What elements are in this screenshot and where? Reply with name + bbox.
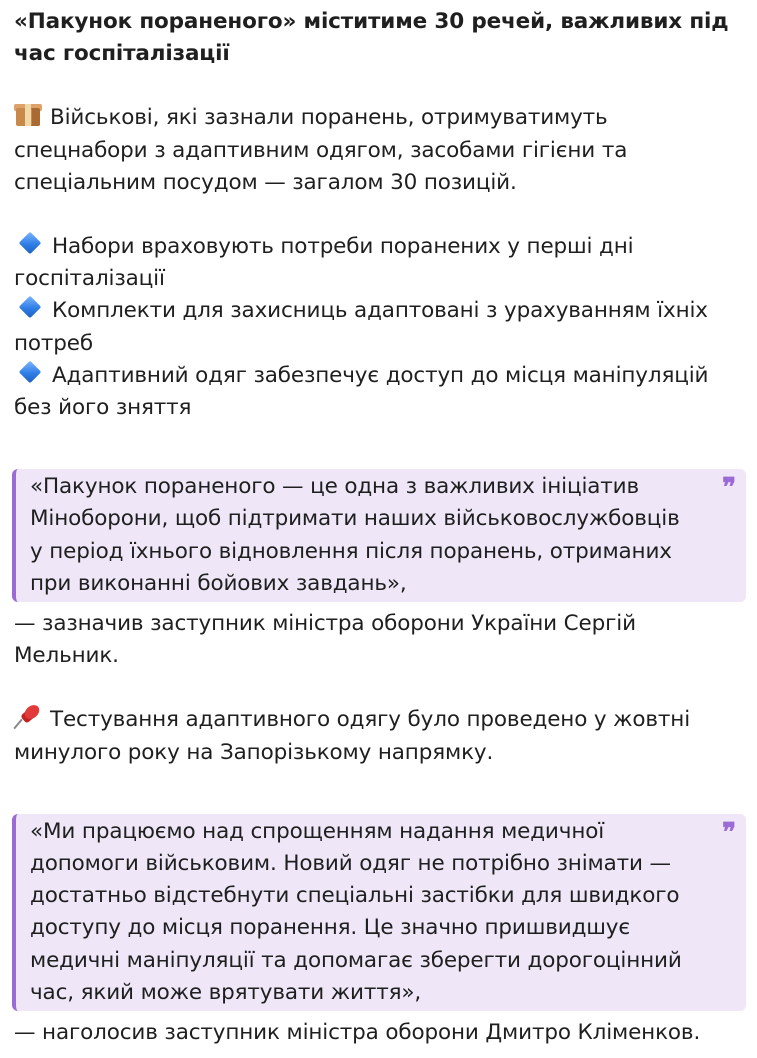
- package-icon: [14, 103, 42, 127]
- bullet-text: Адаптивний одяг забезпечує доступ до місця маніпуляцій без його зняття: [14, 362, 709, 421]
- bullet-text: Комплекти для захисниць адаптовані з урахуванням їхніх потреб: [14, 298, 708, 356]
- quote-mark-icon: ❞: [722, 817, 736, 848]
- bullet-text: Набори враховують потреби поранених у перші дні госпіталізації: [14, 234, 634, 292]
- spacer: [14, 672, 742, 704]
- quote-mark-icon: ❞: [722, 473, 736, 504]
- blockquote-melnyk: [12, 469, 746, 602]
- note-paragraph: [14, 704, 742, 768]
- spacer: [14, 456, 742, 469]
- spacer: [14, 199, 742, 231]
- attribution-klimenkov: — наголосив заступник міністра оборони Дмитро Кліменков.: [14, 1020, 701, 1046]
- bullet-item: [14, 295, 742, 359]
- spacer: [14, 769, 742, 801]
- bullet-item: [14, 360, 742, 424]
- note-text: Тестування адаптивного одягу було проведено у жовтні минулого року на Запорізькому напрямку.: [14, 707, 691, 765]
- spacer: [14, 70, 742, 102]
- blockquote-klimenkov: [12, 814, 746, 1011]
- post-title: «Пакунок пораненого» міститиме 30 речей, важливих під час госпіталізації: [14, 9, 729, 67]
- telegram-post: [14, 6, 742, 1049]
- spacer: [14, 801, 742, 814]
- pushpin-icon: [14, 705, 42, 729]
- spacer: [14, 424, 742, 456]
- quote-text: «Пакунок пораненого — це одна з важливих ініціатив Міноборони, щоб підтримати наших військовослужбовців у період їхнього відновлення після поранень, отриманих при виконанні бойових завдань»,: [30, 474, 680, 596]
- attribution-melnyk: — зазначив заступник міністра оборони України Сергій Мельник.: [14, 611, 636, 669]
- quote-text: «Ми працюємо над спрощенням надання медичної допомоги військовим. Новий одяг не потрібно знімати — достатньо відстебнути спеціальні застібки для швидкого доступу до місця поранення. Це значно пришвидшує медичні маніпуляції та допомагає зберегти дорогоцінний час, який може врятувати життя»,: [30, 818, 682, 1005]
- intro-text: Військові, які зазнали поранень, отримуватимуть спецнабори з адаптивним одягом, засобами гігієни та спеціальним посудом — загалом 30 позицій.: [14, 105, 628, 195]
- blue-diamond-icon: [18, 232, 44, 256]
- intro-paragraph: [14, 102, 742, 199]
- blue-diamond-icon: [18, 361, 44, 385]
- blue-diamond-icon: [18, 296, 44, 320]
- bullet-item: [14, 231, 742, 295]
